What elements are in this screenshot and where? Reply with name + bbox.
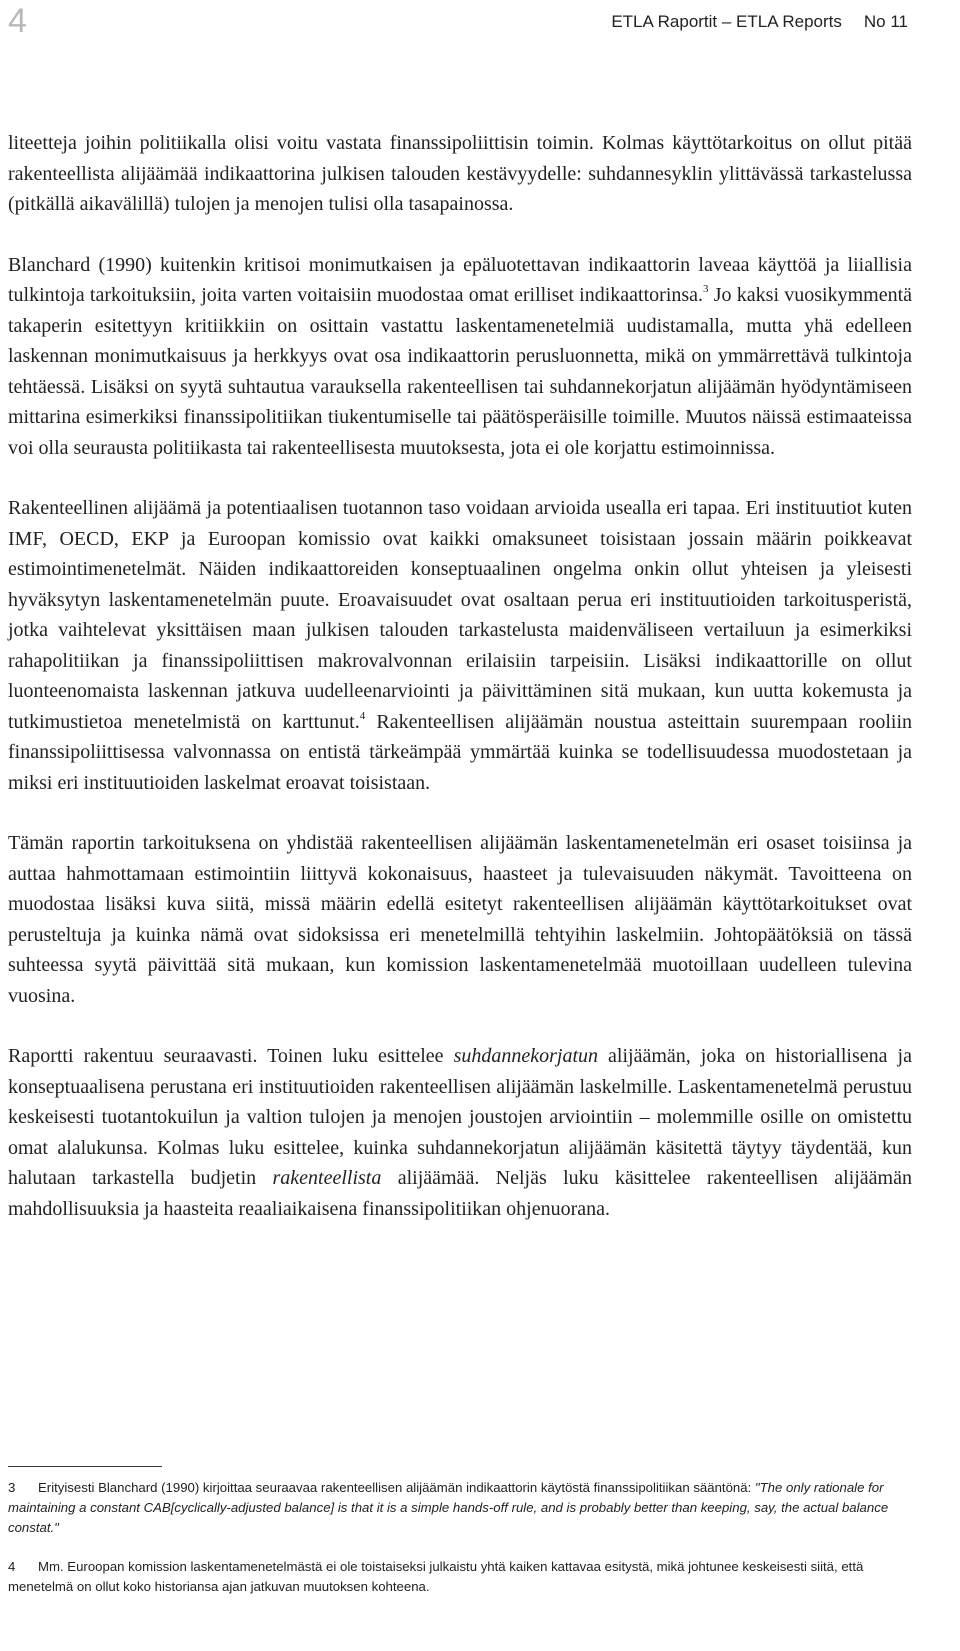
series-title: ETLA Raportit – ETLA Reports [611,12,842,31]
paragraph-2-text-a: Blanchard (1990) kuitenkin kritisoi monimutkaisen ja epäluotettavan indikaattorin laveaa käyttöä ja liiallisia tulkintoja tarkoituksiin, joita varten voitaisiin muodostaa omat erilliset indikaattorinsa. [8,253,912,306]
issue-number: No 11 [863,12,908,31]
footnote-quote: "The only rationale for maintaining a constant CAB[cyclically-adjusted balance] is that it is a simple hands-off rule, and is probably better than keeping, say, the actual balance constat." [8,1480,889,1535]
footnote-mark: 4 [8,1559,16,1574]
paragraph-3 [8,493,912,798]
emphasis-rakenteellista: rakenteellista [272,1167,382,1189]
paragraph-5-text-c: alijäämää. Neljäs luku käsittelee rakenteellisen alijäämän mahdollisuuksia ja haasteita reaaliaikaisena finanssipolitiikan ohjenuorana. [8,1167,912,1220]
paragraph-5 [8,1041,912,1224]
footnote-ref-4[interactable]: 4 [359,709,366,722]
body-text [8,128,912,1254]
footnotes [8,1478,892,1616]
footnote-mark: 3 [8,1480,16,1495]
paragraph-1: liteetteja joihin politiikalla olisi voitu vastata finanssipoliittisin toimin. Kolmas käyttötarkoitus on ollut pitää rakenteellista alijäämää indikaattorina julkisen talouden kestävyydelle: suhdannesyklin ylittävässä tarkastelussa (pitkällä aikavälillä) tulojen ja menojen tulisi olla tasapainossa. [8,132,912,215]
paragraph-4: Tämän raportin tarkoituksena on yhdistää rakenteellisen alijäämän laskentamenetelmän eri osaset toisiinsa ja auttaa hahmottamaan estimointiin liittyvä kokonaisuus, haasteet ja tulevaisuuden näkymät. Tavoitteena on muodostaa lisäksi kuva siitä, missä määrin edellä esitetyt rakenteellisen alijäämän käyttötarkoitukset ovat perusteltuja ja kuinka nämä ovat sidoksissa eri menetelmillä tehtyihin laskelmiin. Johtopäätöksiä on tässä suhteessa syytä päivittää sitä mukaan, kun komission laskentamenetelmää muotoillaan uudelleen tulevina vuosina. [8,832,912,1007]
paragraph-5-text-b: alijäämän, joka on historiallisena ja konseptuaalisena perustana eri instituutioiden rakenteellisen alijäämän laskelmille. Laskentamenetelmä perustuu keskeisesti tuotantokuilun ja valtion tulojen ja menojen joustojen arviointiin – molemmille osille on omistettu omat alalukunsa. Kolmas luku esittelee, kuinka suhdannekorjatun alijäämän käsitettä täytyy täydentää, kun halutaan tarkastella budjetin [8,1045,912,1189]
page-number: 4 [8,2,27,40]
paragraph-2-text-b: Jo kaksi vuosikymmentä takaperin esitettyyn kritiikkiin on osittain vastattu laskentamenetelmiä uudistamalla, mutta yhä edelleen laskennan monimutkaisuus ja herkkyys ovat osa indikaattorin perusluonnetta, mikä on ymmärrettävä tulkintoja tehtäessä. Lisäksi on syytä suhtautua varauksella rakenteellisen tai suhdannekorjatun alijäämän hyödyntämiseen mittarina esimerkiksi finanssipolitiikan tiukentumiselle tai päätösperäisille toimille. Muutos näissä estimaateissa voi olla seurausta politiikasta tai rakenteellisesta muutoksesta, jota ei ole korjattu estimoinnissa. [8,284,913,459]
footnote-4 [8,1557,892,1597]
running-header [611,12,908,32]
emphasis-suhdannekorjatun: suhdannekorjatun [453,1045,598,1067]
paragraph-5-text-a: Raportti rakentuu seuraavasti. Toinen luku esittelee [8,1045,454,1067]
footnote-ref-3[interactable]: 3 [703,283,709,295]
paragraph-2 [8,250,912,464]
footnote-3 [8,1478,892,1538]
footnote-text: Erityisesti Blanchard (1990) kirjoittaa seuraavaa rakenteellisen alijäämän indikaattorin käytöstä finanssipolitiikan sääntönä: [38,1480,755,1495]
paragraph-3-text-a: Rakenteellinen alijäämä ja potentiaalisen tuotannon taso voidaan arvioida usealla eri tapaa. Eri instituutiot kuten IMF, OECD, EKP ja Euroopan komissio ovat kaikki omaksuneet toisistaan jossain määrin poikkeavat estimointimenetelmät. Näiden indikaattoreiden konseptuaalinen ongelma onkin ollut yhteisen ja yleisesti hyväksytyn laskentamenetelmän puute. Eroavaisuudet ovat osaltaan perua eri instituutioiden tarkoitusperistä, jotka vaihtelevat yksittäisen maan julkisen talouden tarkastelusta maidenväliseen vertailuun ja esimerkiksi rahapolitiikan ja finanssipoliittisen makrovalvonnan erilaisiin tarpeisiin. Lisäksi indikaattorille on ollut luonteenomaista laskennan jatkuva uudelleenarviointi ja päivittäminen sitä mukaan, kun uutta kokemusta ja tutkimustietoa menetelmistä on karttunut. [8,497,912,733]
footnote-divider [8,1466,162,1467]
paragraph-3-text-b: Rakenteellisen alijäämän noustua asteittain suurempaan rooliin finanssipoliittisessa valvonnassa on entistä tärkeämpää ymmärtää kuinka se todellisuudessa muodostetaan ja miksi eri instituutioiden laskelmat eroavat toisistaan. [8,710,912,794]
footnote-text: Mm. Euroopan komission laskentamenetelmästä ei ole toistaiseksi julkaistu yhtä kaiken kattavaa esitystä, mikä johtunee keskeisesti siitä, että menetelmä on ollut koko historiansa ajan jatkuvan muutoksen kohteena. [8,1559,864,1594]
